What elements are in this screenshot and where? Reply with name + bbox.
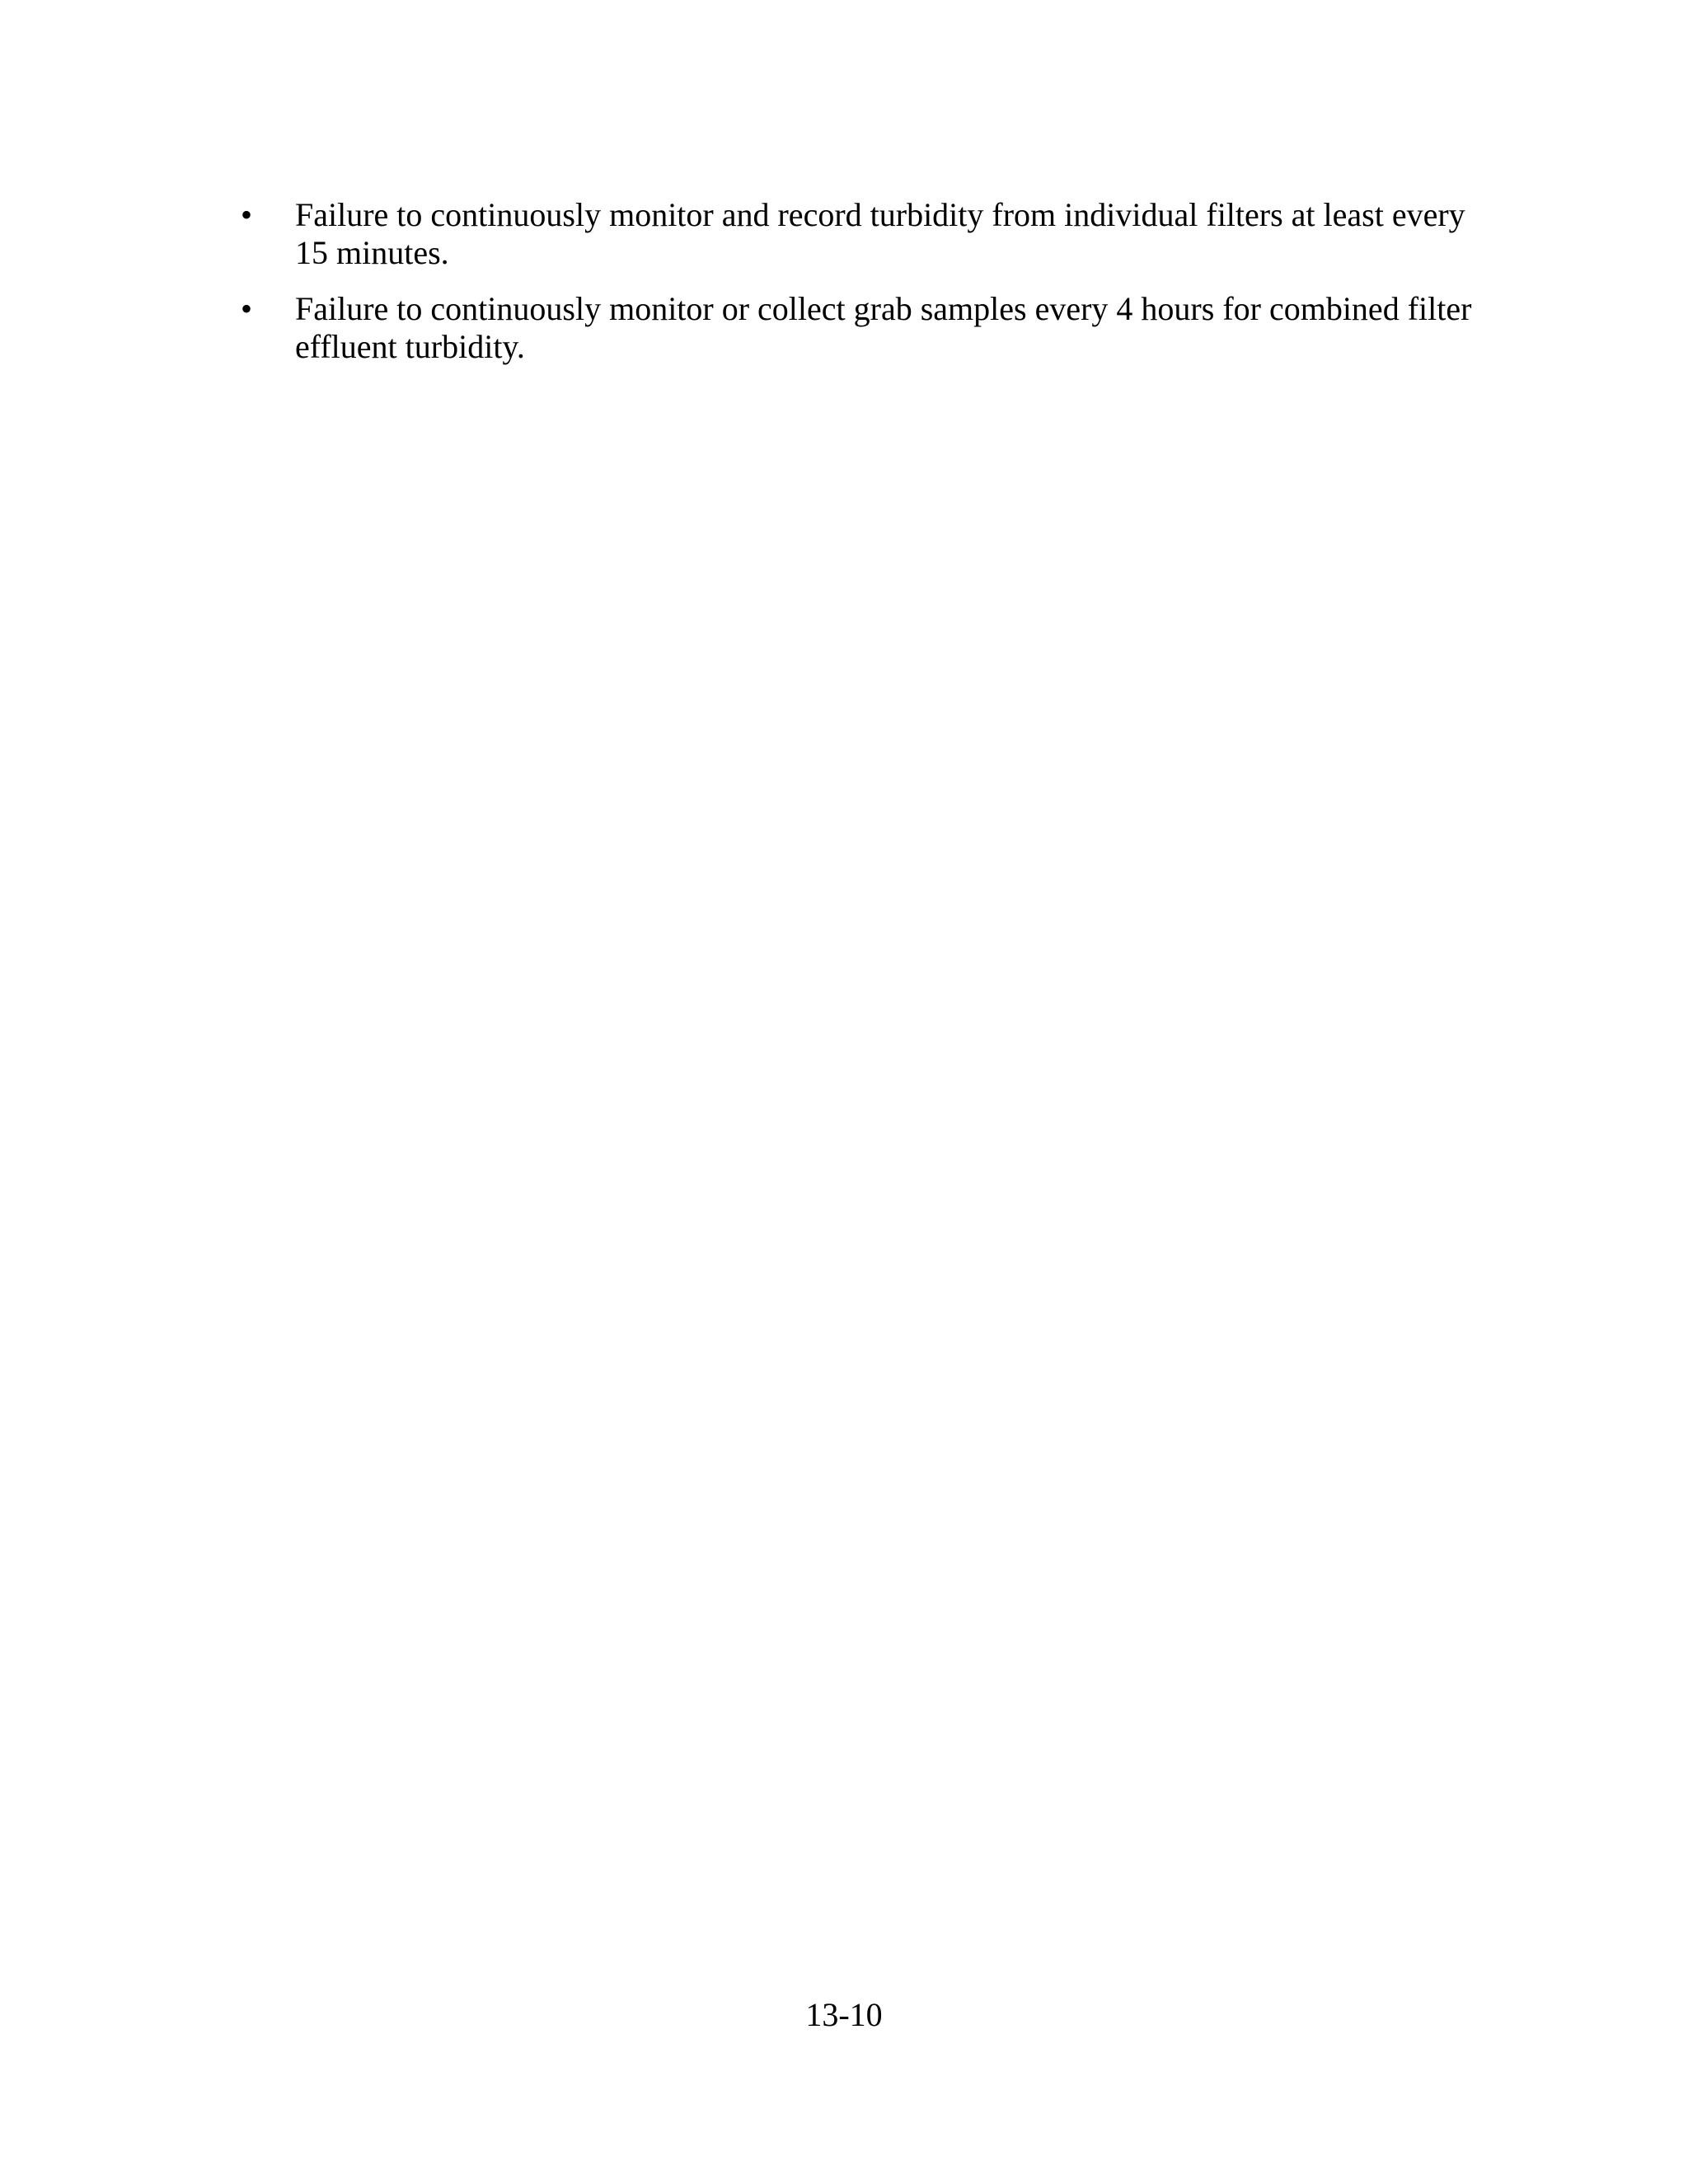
list-item-text: Failure to continuously monitor and record turbidity from individual filters at least every 15 minutes. xyxy=(295,196,1465,271)
list-item xyxy=(241,196,1493,272)
bullet-icon: • xyxy=(241,196,253,233)
bullet-list xyxy=(241,196,1493,384)
list-item-text: Failure to continuously monitor or collect grab samples every 4 hours for combined filter effluent turbidity. xyxy=(295,290,1472,365)
list-item xyxy=(241,290,1493,366)
bullet-icon: • xyxy=(241,290,253,327)
page-number: 13-10 xyxy=(805,1996,883,2033)
